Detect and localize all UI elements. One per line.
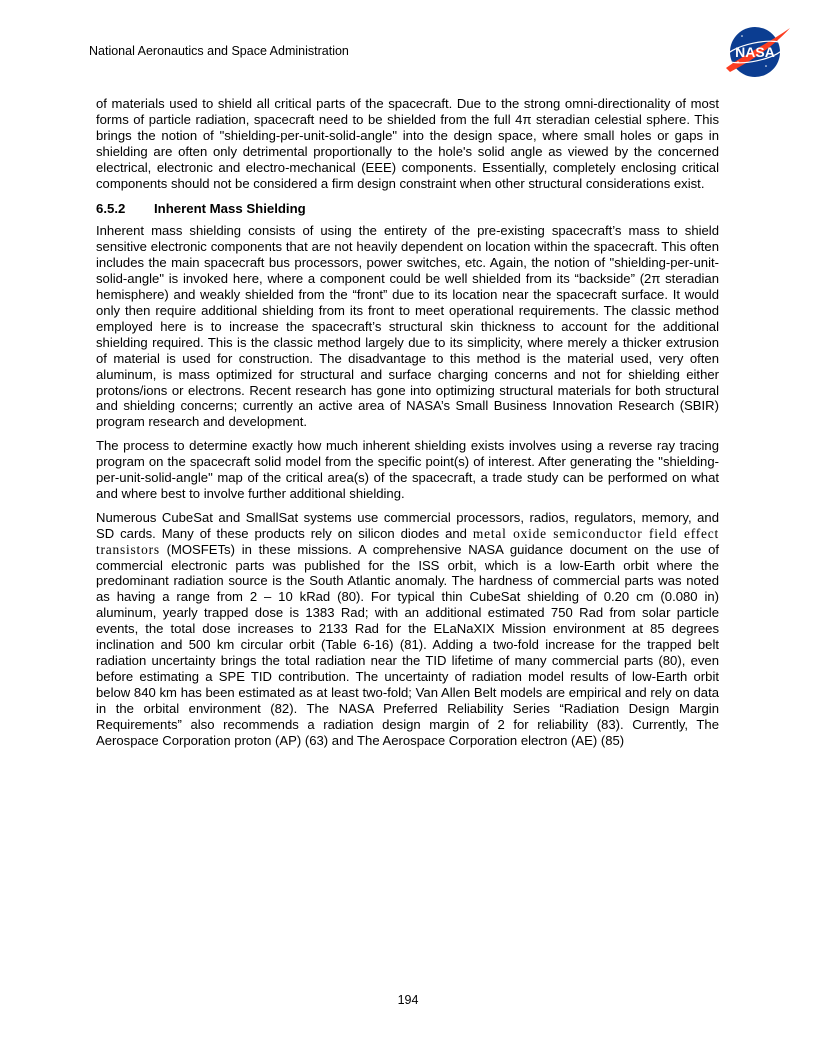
section-heading xyxy=(96,201,719,217)
mosfet-term: metal oxide semiconductor field effect transistors xyxy=(96,525,719,557)
section-number: 6.5.2 xyxy=(96,201,126,217)
section-title: Inherent Mass Shielding xyxy=(154,201,306,217)
nasa-logo xyxy=(722,22,792,82)
page-number: 194 xyxy=(397,993,419,1007)
document-body xyxy=(96,96,719,748)
paragraph-inherent-mass: Inherent mass shielding consists of using the entirety of the pre-existing spacecraft’s mass to shield sensitive electronic components that are not heavily dependent on location within the spacecraft. This often includes the main spacecraft bus processors, power switches, etc. Again, the notion of "shielding-per-unit-solid-angle" is invoked here, where a component could be well shielded from its “backside” (2π steradian hemisphere) and weakly shielded from the “front” due to its location near the spacecraft surface. It would only then require additional shielding from its front to meet operational requirements. The classic method employed here is to increase the spacecraft’s structural skin thickness to account for the additional shielding required. This is the classic method largely due to its simplicity, where merely a thicker extrusion of material is used for construction. The disadvantage to this method is the material used, very often aluminum, is mass optimized for structural and surface charging concerns and not for shielding either protons/ions or electrons. Recent research has gone into optimizing structural materials for both structural and shielding concerns; currently an active area of NASA’s Small Business Innovation Research (SBIR) program research and development. xyxy=(96,223,719,430)
header-org-name: National Aeronautics and Space Administration xyxy=(89,44,349,58)
commercial-parts-text-b: (MOSFETs) in these missions. A comprehensive NASA guidance document on the use of commercial electronic parts was published for the ISS orbit, which is a low-Earth orbit where the predominant radiation source is the South Atlantic anomaly. The hardness of commercial parts was noted as having a range from 2 – 10 kRad (80). For typical thin CubeSat shielding of 0.20 cm (0.080 in) aluminum, yearly trapped dose is 1383 Rad; with an additional estimated 750 Rad from solar particle events, the total dose increases to 2133 Rad for the ELaNaXIX Mission environment at 85 degrees inclination and 500 km circular orbit (Table 6-16) (81). Adding a two-fold increase for the trapped belt radiation uncertainty brings the total radiation near the TID lifetime of many commercial parts (80), even before estimating a SPE TID contribution. The uncertainty of radiation model results of low-Earth orbit below 840 km has been estimated as at least two-fold; Van Allen Belt models are empirical and rely on data in the orbital environment (82). The NASA Preferred Reliability Series “Radiation Design Margin Requirements” also recommends a radiation design margin of 2 for reliability (83). Currently, The Aerospace Corporation proton (AP) (63) and The Aerospace Corporation electron (AE) (85) xyxy=(96,541,719,748)
svg-text:NASA: NASA xyxy=(735,44,775,60)
paragraph-commercial-parts xyxy=(96,510,719,749)
paragraph-ray-tracing: The process to determine exactly how much inherent shielding exists involves using a reverse ray tracing program on the spacecraft solid model from the specific point(s) of interest. After generating the "shielding-per-unit-solid-angle" map of the critical area(s) of the spacecraft, a trade study can be performed on what and where best to involve further additional shielding. xyxy=(96,438,719,501)
paragraph-shielding-geometry: of materials used to shield all critical parts of the spacecraft. Due to the strong omni-directionality of most forms of particle radiation, spacecraft need to be shielded from the full 4π steradian celestial sphere. This brings the notion of "shielding-per-unit-solid-angle" into the design space, where small holes or gaps in shielding are often only detrimental proportionally to the hole's solid angle as viewed by the concerned electrical, electronic and electro-mechanical (EEE) components. Essentially, completely enclosing critical components should not be considered a firm design constraint when other structural considerations exist. xyxy=(96,96,719,191)
commercial-parts-text-a: Numerous CubeSat and SmallSat systems use commercial processors, radios, regulators, memory, and SD cards. Many of these products rely on silicon diodes and xyxy=(96,509,719,541)
